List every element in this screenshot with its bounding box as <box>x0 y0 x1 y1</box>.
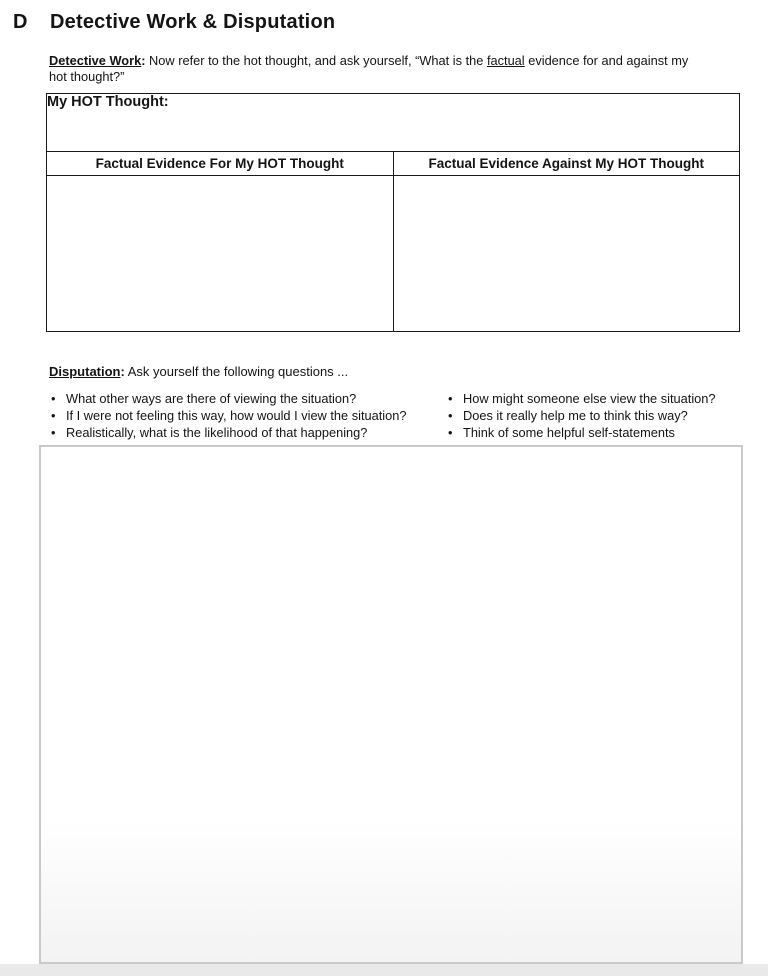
hot-thought-cell <box>47 94 740 152</box>
disputation-questions-right <box>448 390 748 441</box>
disputation-question <box>51 407 449 424</box>
detective-work-instructions <box>49 53 704 85</box>
detective-work-colon: : <box>141 53 146 68</box>
disputation-answer-field[interactable] <box>39 445 743 964</box>
disputation-question <box>448 390 748 407</box>
section-letter: D <box>13 11 28 33</box>
disputation-instructions <box>49 364 348 380</box>
disputation-question <box>51 424 449 441</box>
instruction-text-end: evidence for and against my hot thought?” <box>49 53 689 84</box>
question-text: • If I were not feeling this way, how would I view the situation? <box>66 408 407 423</box>
disputation-questions-left <box>51 390 449 441</box>
question-text: • Does it really help me to think this way? <box>463 408 688 423</box>
disputation-question <box>448 424 748 441</box>
evidence-for-header: Factual Evidence For My HOT Thought <box>47 152 394 176</box>
instruction-text-start: Now refer to the hot thought, and ask yourself, “What is the <box>145 53 487 68</box>
page-bottom-edge <box>0 964 768 976</box>
section-header <box>13 11 335 34</box>
evidence-against-cell <box>393 176 740 332</box>
question-text: • Think of some helpful self-statements <box>463 425 675 440</box>
question-text: • What other ways are there of viewing the situation? <box>66 391 357 406</box>
page-title: Detective Work & Disputation <box>50 11 336 33</box>
evidence-header-row <box>47 152 740 176</box>
disputation-intro-text: Ask yourself the following questions ... <box>124 364 349 379</box>
hot-thought-label: My HOT Thought: <box>47 94 169 110</box>
evidence-against-header: Factual Evidence Against My HOT Thought <box>393 152 740 176</box>
disputation-label: Disputation <box>49 364 121 379</box>
detective-work-label: Detective Work <box>49 53 142 68</box>
disputation-question <box>448 407 748 424</box>
disputation-colon: : <box>120 364 125 379</box>
instruction-underlined-word: factual <box>486 53 525 68</box>
evidence-body-row <box>47 176 740 332</box>
disputation-question <box>51 390 449 407</box>
question-text: • How might someone else view the situation? <box>463 391 716 406</box>
hot-thought-row <box>47 94 740 152</box>
question-text: • Realistically, what is the likelihood of that happening? <box>66 425 368 440</box>
evidence-for-cell <box>47 176 394 332</box>
evidence-table <box>46 93 740 332</box>
